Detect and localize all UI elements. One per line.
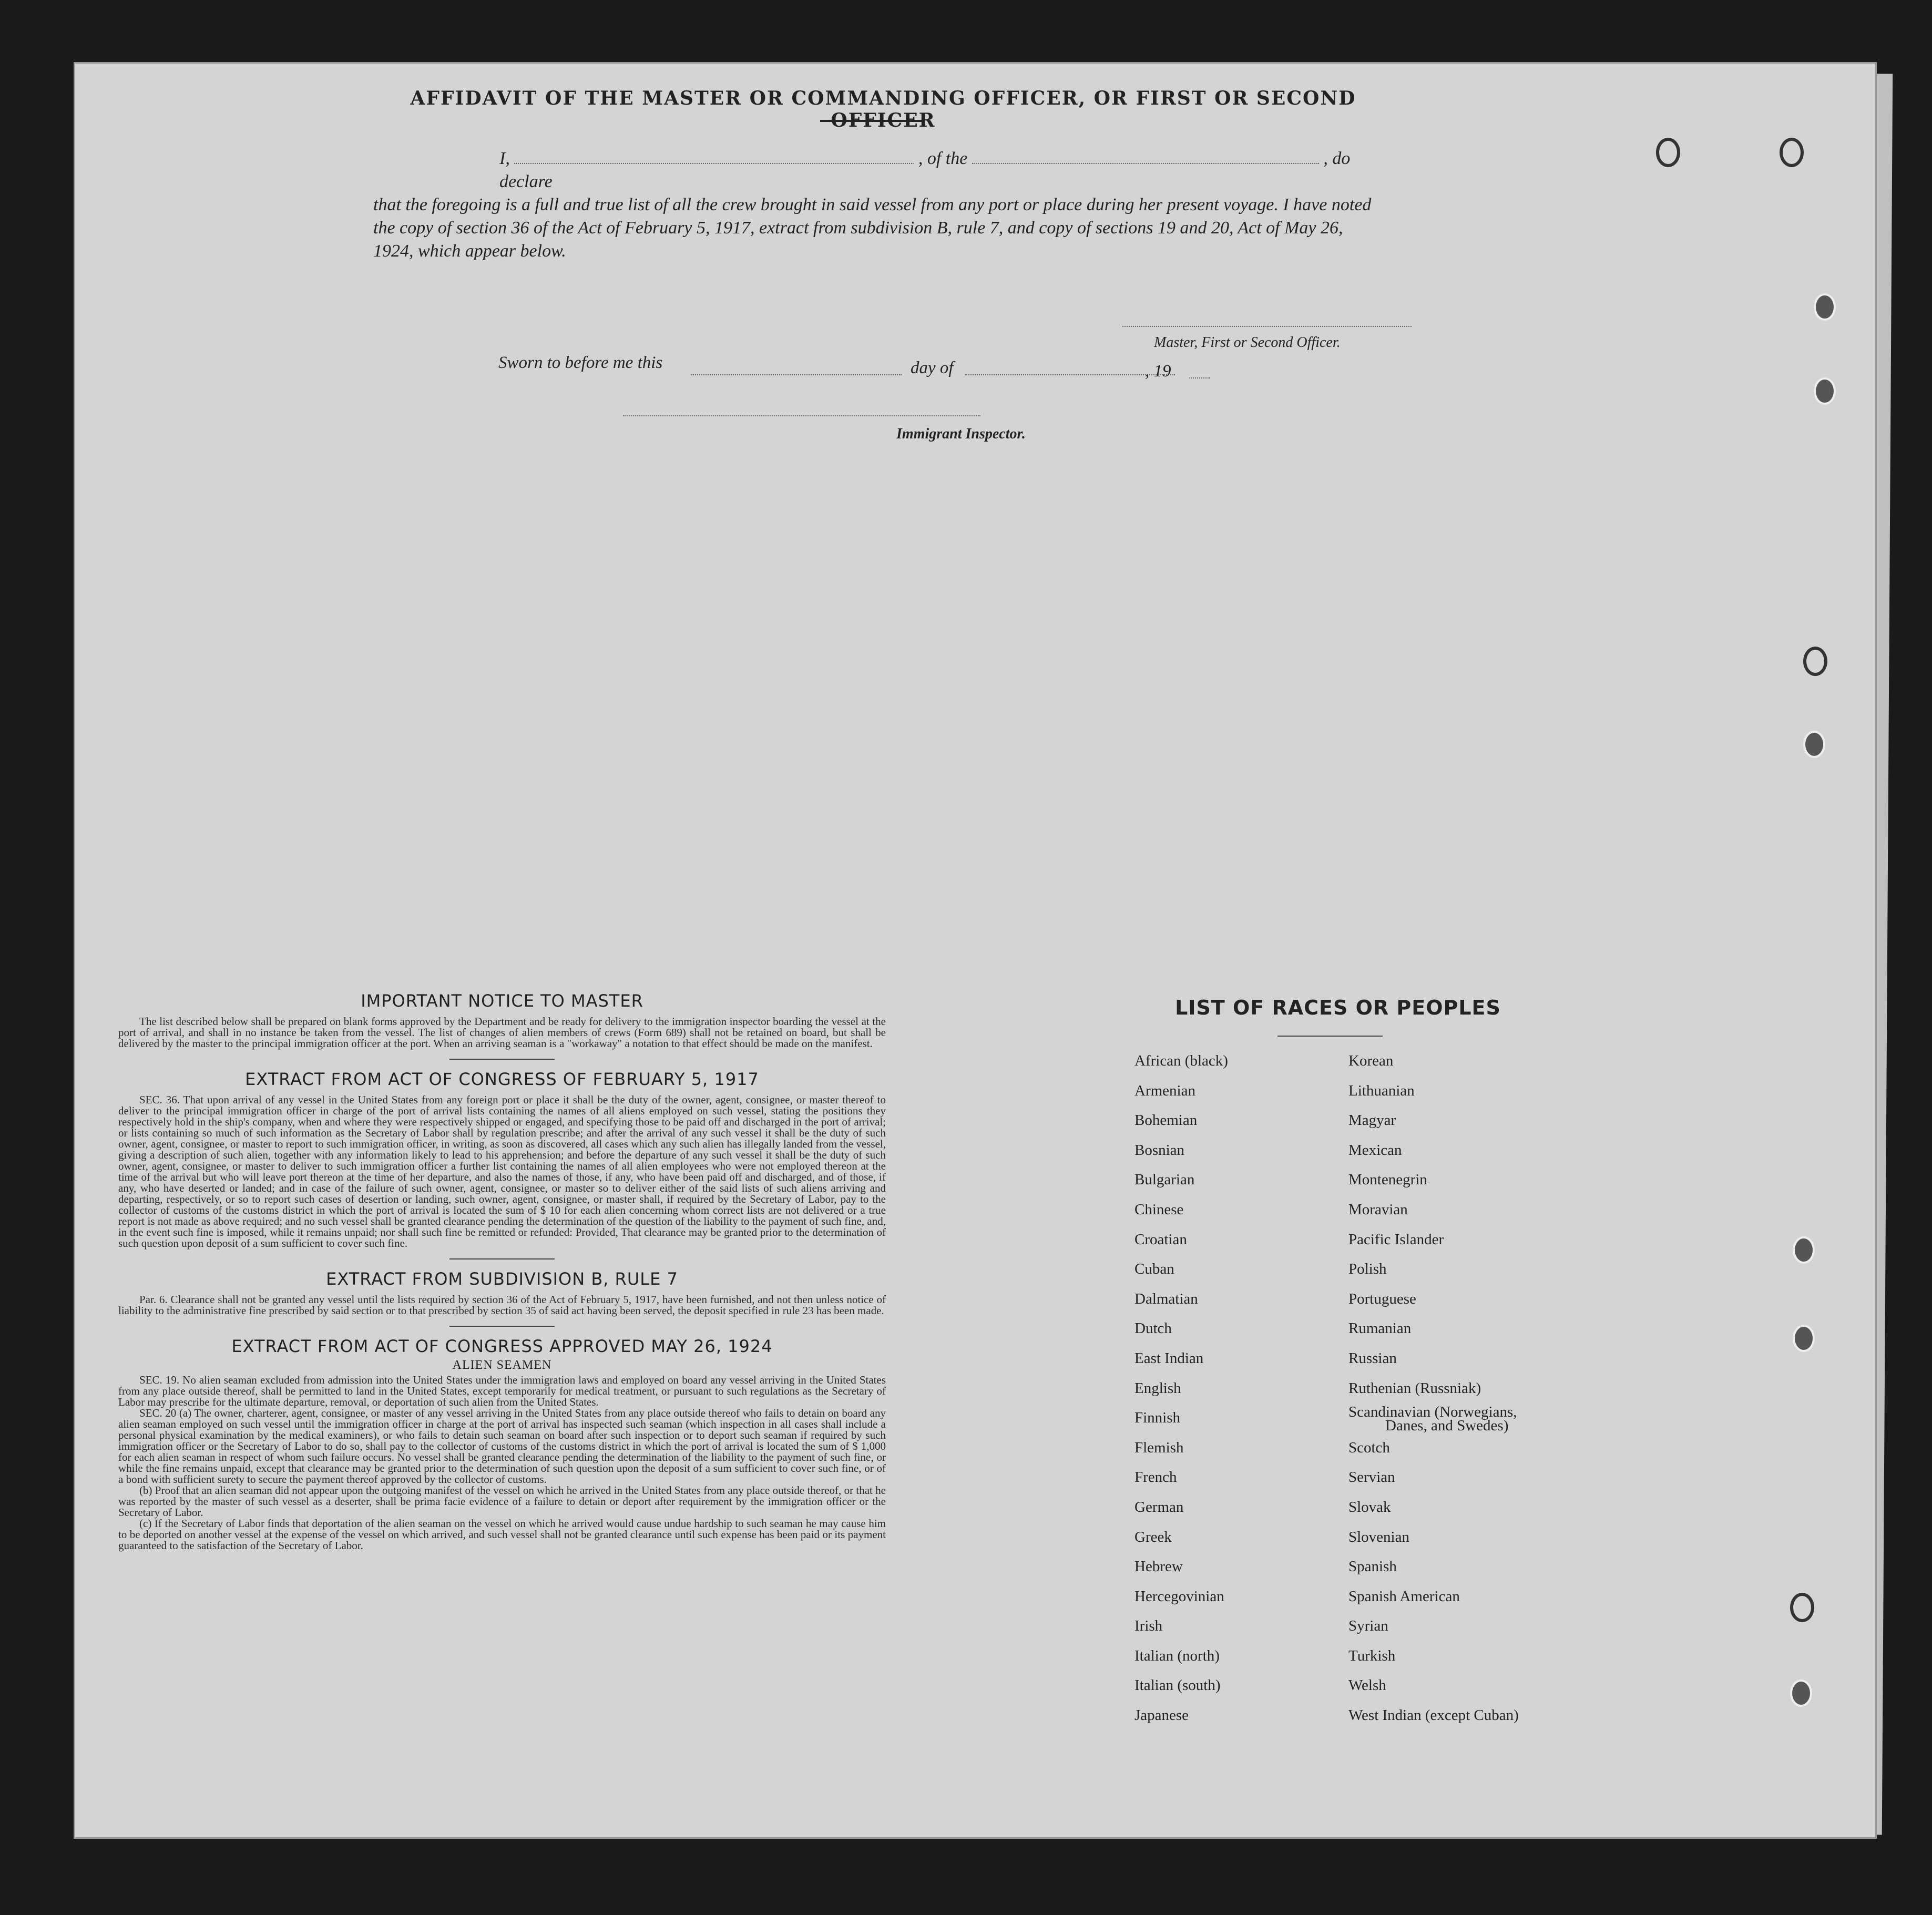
extract-rule7-text: [118, 1294, 886, 1316]
section-divider: [449, 1059, 555, 1060]
race-item-line: Danes, and Swedes): [1385, 1417, 1509, 1435]
par-6-paragraph: Par. 6. Clearance shall not be granted any vessel until the lists required by section 36 of the Act of February 5, 1917, have been furnished, and not then unless notice of liability to the administrative fine prescribed by said section or to that prescribed by section 35 of said act having been served, the deposit specified in rule 23 has been made.: [118, 1293, 886, 1317]
binder-hole: [1790, 1593, 1814, 1622]
extract-rule7-title: EXTRACT FROM SUBDIVISION B, RULE 7: [326, 1269, 678, 1289]
section-divider: [449, 1258, 555, 1259]
race-item: Hercegovinian: [1134, 1588, 1224, 1605]
race-item: Bosnian: [1134, 1141, 1185, 1159]
race-item: Ruthenian (Russniak): [1348, 1379, 1481, 1397]
document-sheet: [74, 62, 1877, 1839]
race-item: English: [1134, 1379, 1181, 1397]
race-item: Korean: [1348, 1052, 1394, 1069]
race-item: Rumanian: [1348, 1320, 1412, 1337]
binder-hole: [1803, 731, 1825, 758]
race-item: Croatian: [1134, 1231, 1187, 1248]
race-item: German: [1134, 1498, 1184, 1515]
races-column-2: [1348, 1046, 1519, 1730]
day-of-label: day of: [911, 359, 954, 377]
year-prefix: , 19: [1145, 362, 1171, 381]
race-item: Spanish: [1348, 1558, 1397, 1575]
race-item: Spanish American: [1348, 1588, 1460, 1605]
sec-20c-paragraph: (c) If the Secretary of Labor finds that deportation of the alien seaman on the vessel on which he arrived would cause undue hardship to such seaman he may cause him to be deported on another vessel at the expense of the vessel on which arrived, and such vessel shall not be granted clearance until such expense has been paid or its payment guaranteed to the satisfaction of the Secretary of Labor.: [118, 1517, 886, 1552]
race-item: Dutch: [1134, 1320, 1172, 1337]
master-signature-line[interactable]: [1122, 326, 1412, 327]
race-item: Bohemian: [1134, 1112, 1198, 1129]
extract-1917-title: EXTRACT FROM ACT OF CONGRESS OF FEBRUARY 5, 1917: [245, 1069, 759, 1089]
race-item: Servian: [1348, 1469, 1395, 1486]
binder-hole: [1793, 1325, 1815, 1352]
race-item: Chinese: [1134, 1201, 1184, 1218]
binder-hole: [1780, 138, 1804, 167]
extract-1924-title: EXTRACT FROM ACT OF CONGRESS APPROVED MAY 26, 1924: [231, 1336, 773, 1356]
race-item: Moravian: [1348, 1201, 1408, 1218]
section-divider: [449, 1326, 555, 1327]
vessel-blank[interactable]: [972, 147, 1319, 164]
race-item: Italian (north): [1134, 1647, 1220, 1664]
race-item: Montenegrin: [1348, 1171, 1427, 1189]
binder-hole: [1814, 293, 1836, 321]
race-item: Slovenian: [1348, 1528, 1409, 1545]
inspector-signature-line[interactable]: [623, 415, 980, 416]
races-column-1: [1134, 1046, 1228, 1730]
binder-hole: [1803, 647, 1827, 676]
extract-1924-text: [118, 1375, 886, 1551]
races-rule: [1277, 1036, 1383, 1037]
race-item: Lithuanian: [1348, 1082, 1415, 1099]
race-item: Pacific Islander: [1348, 1231, 1444, 1248]
race-item: African (black): [1134, 1052, 1228, 1069]
race-item: Cuban: [1134, 1261, 1174, 1278]
race-item: Mexican: [1348, 1141, 1402, 1159]
race-item: Polish: [1348, 1261, 1387, 1278]
notice-paragraph: The list described below shall be prepared on blank forms approved by the Department and be ready for delivery to the immigration inspector boarding the vessel at the port of arrival, and shall in no instance be taken from the vessel. The list of changes of alien members of crews (Form 689) shall not be retained on board, but shall be delivered by the master to the principal immigration officer at the port. When an arriving seaman is a "workaway" a notation to that effect should be made on the manifest.: [118, 1015, 886, 1050]
race-item: Scotch: [1348, 1439, 1390, 1456]
sec-19-paragraph: SEC. 19. No alien seaman excluded from admission into the United States under the immigration laws and employed on board any vessel arriving in the United States from any place outside thereof, shall be permitted to land in the United States, except temporarily for medical treatment, or pursuant to such regulations as the Secretary of Labor may prescribe for the ultimate departure, removal, or deportation of such alien from the United States.: [118, 1374, 886, 1408]
sworn-label: Sworn to before me this: [498, 353, 663, 372]
of-the-label: , of the: [918, 149, 968, 168]
declaration: [373, 147, 1372, 263]
race-item: Turkish: [1348, 1647, 1396, 1664]
sec-36-paragraph: SEC. 36. That upon arrival of any vessel in the United States from any foreign port or place it shall be the duty of the owner, agent, consignee, or master thereof to deliver to the principal immigration officer in charge of the port of arrival lists containing the names of all aliens employed on such vessel, stating the positions they respectively hold in the ship's company, when and where they were respectively shipped or engaged, and specifying those to be paid off and discharged in the port of arrival; or lists containing so much of such information as the Secretary of Labor shall by regulation prescribe; and after the arrival of any such vessel it shall be the duty of such owner, agent, consignee, or master to report to such immigration officer, in writing, as soon as discovered, all cases which any such alien has illegally landed from the vessel, giving a description of such alien, together with any information likely to lead to his apprehension; and before the departure of any such vessel it shall be the duty of such owner, agent, consignee, or master to deliver to such immigration officer a further list containing the names of all alien employees who were not employed thereon at the time of the arrival but who will leave port thereon at the time of her departure, and also the names of those, if any, who have been paid off and discharged, and of those, if any, who have deserted or landed; and in case of the failure of such owner, agent, consignee, or master so to deliver either of the said lists of such aliens arriving and departing, respectively, or so to report such cases of desertion or landing, such owner, agent, consignee, or master shall, if required by the Secretary of Labor, pay to the collector of customs of the customs district in which the port of arrival is located the sum of $ 10 for each alien concerning whom correct lists are not delivered or a true report is not made as above required; and no such vessel shall be granted clearance pending the determination of the question of the liability to the payment of such fine, and, in the event such fine is imposed, while it remains unpaid; nor shall such fine be remitted or refunded: Provided, That clearance may be granted prior to the determination of such question upon deposit of a sum sufficient to cover such fine.: [118, 1093, 886, 1250]
alien-seamen-subtitle: ALIEN SEAMEN: [452, 1358, 552, 1372]
inspector-label: Immigrant Inspector.: [896, 426, 1026, 442]
race-item: Dalmatian: [1134, 1290, 1198, 1307]
affidavit-title: AFFIDAVIT OF THE MASTER OR COMMANDING OFFICER, OR FIRST OR SECOND OFFICER: [410, 87, 1356, 131]
race-item: Flemish: [1134, 1439, 1184, 1456]
binder-hole: [1793, 1236, 1815, 1264]
race-item: Welsh: [1348, 1677, 1386, 1694]
binder-hole: [1814, 377, 1836, 405]
name-blank[interactable]: [514, 147, 914, 164]
binder-hole: [1656, 138, 1680, 167]
race-item: Slovak: [1348, 1498, 1391, 1515]
race-item-line: Scandinavian (Norwegians,: [1348, 1404, 1517, 1421]
year-blank[interactable]: [1189, 377, 1210, 378]
race-item: Irish: [1134, 1617, 1163, 1635]
extract-1917-text: [118, 1094, 886, 1249]
race-item: Greek: [1134, 1528, 1172, 1545]
race-item: Syrian: [1348, 1617, 1388, 1635]
race-item: Finnish: [1134, 1409, 1181, 1427]
race-item: Portuguese: [1348, 1290, 1416, 1307]
race-item: Magyar: [1348, 1112, 1396, 1129]
notice-text: [118, 1016, 886, 1049]
race-item: West Indian (except Cuban): [1348, 1707, 1519, 1724]
sworn-day-blank[interactable]: [691, 374, 902, 375]
declaration-body: that the foregoing is a full and true list of all the crew brought in said vessel from any port or place during her present voyage. I have noted the copy of section 36 of the Act of February 5, 1917, extract from subdivision B, rule 7, and copy of sections 19 and 20, Act of May 26, 1924, which appear below.: [373, 195, 1372, 261]
race-item: Russian: [1348, 1349, 1397, 1367]
race-item: East Indian: [1134, 1349, 1204, 1367]
sec-20a-paragraph: SEC. 20 (a) The owner, charterer, agent, consignee, or master of any vessel arriving in the United States from any place outside thereof who fails to detain on board any alien seaman employed on such vessel until the immigration officer in charge at the port of arrival has inspected such seaman (which inspection in all cases shall include a personal physical examination by the medical examiners), or who fails to detain such seaman on board after such inspection or to deport such seaman if required by such immigration officer or the Secretary of Labor to do so, shall pay to the collector of customs of the customs district in which the port of arrival is located the sum of $ 1,000 for each alien seaman in respect of whom such failure occurs. No vessel shall be granted clearance pending the determination of the liability to the payment of such fine, or while the fine remains unpaid, except that clearance may be granted prior to the determination of such question upon the deposit of a sum sufficient to cover such fine, or of a bond with sufficient surety to secure the payment thereof approved by the collector of customs.: [118, 1407, 886, 1486]
race-item: Bulgarian: [1134, 1171, 1195, 1189]
race-item-scandinavian: [1348, 1403, 1519, 1433]
races-title: LIST OF RACES OR PEOPLES: [1175, 996, 1501, 1019]
race-item: French: [1134, 1469, 1177, 1486]
notice-title: IMPORTANT NOTICE TO MASTER: [361, 991, 643, 1011]
i-label: I,: [499, 149, 510, 168]
race-item: Japanese: [1134, 1707, 1189, 1724]
master-signature-label: Master, First or Second Officer.: [1154, 334, 1341, 351]
notices-column: [118, 991, 886, 1551]
month-blank[interactable]: [965, 374, 1175, 375]
sec-20b-paragraph: (b) Proof that an alien seaman did not appear upon the outgoing manifest of the vessel on which he arrived in the United States from any place outside thereof, or that he was reported by the master of such vessel as a deserter, shall be prima facie evidence of a failure to detain or deport after requirement by the immigration officer or the Secretary of Labor.: [118, 1484, 886, 1519]
binder-hole: [1790, 1680, 1812, 1707]
title-rule: [820, 120, 925, 122]
race-item: Armenian: [1134, 1082, 1195, 1099]
race-item: Hebrew: [1134, 1558, 1183, 1575]
do-declare-label: , do declare: [499, 149, 1351, 191]
race-item: Italian (south): [1134, 1677, 1221, 1694]
